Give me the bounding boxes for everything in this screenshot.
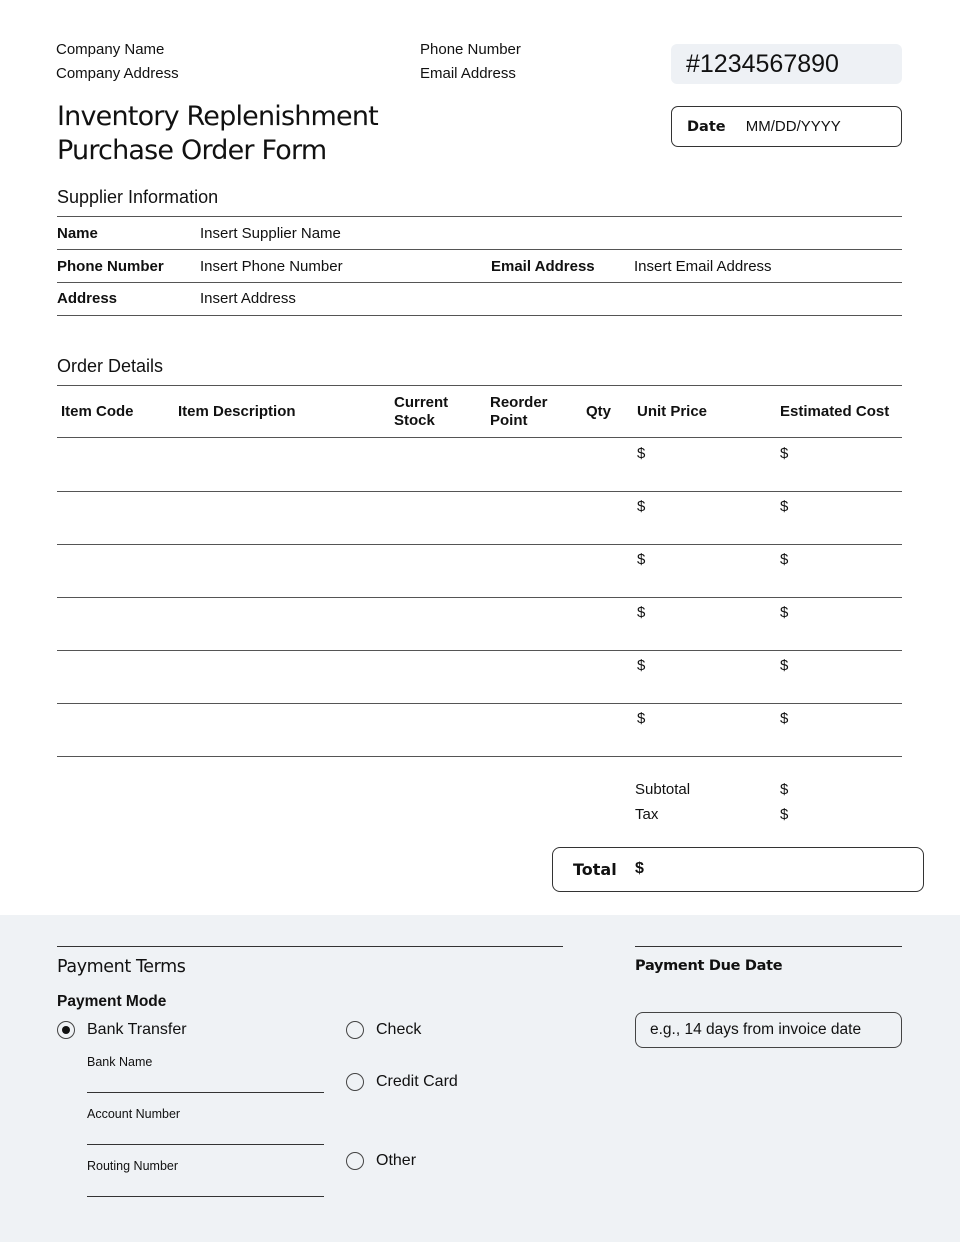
- payment-terms-title: Payment Terms: [57, 957, 186, 977]
- radio-label-bank-transfer[interactable]: Bank Transfer: [87, 1021, 187, 1038]
- divider: [635, 946, 902, 947]
- col-unit-price: Unit Price: [637, 403, 708, 420]
- radio-unchecked-icon[interactable]: [346, 1073, 364, 1091]
- page-title: [57, 100, 378, 168]
- divider: [57, 216, 902, 217]
- supplier-section-title: Supplier Information: [57, 187, 219, 207]
- col-estimated-cost: Estimated Cost: [780, 403, 890, 420]
- supplier-email-field[interactable]: Insert Email Address: [634, 258, 772, 275]
- unit-price-cell[interactable]: $: [637, 498, 646, 515]
- estimated-cost-cell[interactable]: $: [780, 657, 789, 674]
- divider: [57, 650, 902, 651]
- routing-number-input[interactable]: [87, 1196, 324, 1197]
- account-number-input[interactable]: [87, 1144, 324, 1145]
- supplier-email-label: Email Address: [491, 258, 595, 275]
- date-label: Date: [687, 119, 726, 135]
- order-section-title: Order Details: [57, 356, 164, 376]
- company-phone: Phone Number: [420, 41, 521, 58]
- divider: [57, 544, 902, 545]
- company-address: Company Address: [56, 65, 179, 82]
- payment-due-date-input[interactable]: e.g., 14 days from invoice date: [635, 1012, 902, 1048]
- divider: [57, 946, 563, 947]
- bank-name-label: Bank Name: [87, 1055, 153, 1069]
- supplier-name-field[interactable]: Insert Supplier Name: [200, 225, 341, 242]
- date-field[interactable]: [671, 106, 902, 147]
- supplier-address-field[interactable]: Insert Address: [200, 290, 296, 307]
- total-label: Total: [573, 860, 617, 879]
- radio-label-check[interactable]: Check: [376, 1021, 422, 1038]
- col-current-stock-line2: Stock: [394, 412, 435, 429]
- col-reorder-point: [490, 394, 548, 430]
- company-email: Email Address: [420, 65, 516, 82]
- title-line-1: Inventory Replenishment: [57, 101, 378, 132]
- supplier-phone-field[interactable]: Insert Phone Number: [200, 258, 343, 275]
- col-reorder-point-line2: Point: [490, 412, 528, 429]
- divider: [57, 282, 902, 283]
- routing-number-label: Routing Number: [87, 1159, 179, 1173]
- unit-price-cell[interactable]: $: [637, 710, 646, 727]
- payment-due-date-title: Payment Due Date: [635, 958, 783, 974]
- divider: [57, 756, 902, 757]
- total-value[interactable]: $: [635, 860, 644, 877]
- col-current-stock: [394, 394, 448, 430]
- divider: [57, 491, 902, 492]
- unit-price-cell[interactable]: $: [637, 551, 646, 568]
- supplier-phone-label: Phone Number: [57, 258, 164, 275]
- radio-unchecked-icon[interactable]: [346, 1021, 364, 1039]
- radio-label-credit-card[interactable]: Credit Card: [376, 1073, 458, 1090]
- po-number: #1234567890: [671, 44, 902, 84]
- col-qty: Qty: [586, 403, 612, 420]
- estimated-cost-cell[interactable]: $: [780, 445, 789, 462]
- divider: [57, 703, 902, 704]
- unit-price-cell[interactable]: $: [637, 445, 646, 462]
- unit-price-cell[interactable]: $: [637, 604, 646, 621]
- divider: [57, 597, 902, 598]
- col-item-code: Item Code: [61, 403, 134, 420]
- radio-checked-icon[interactable]: [57, 1021, 75, 1039]
- tax-value[interactable]: $: [780, 806, 789, 823]
- account-number-label: Account Number: [87, 1107, 181, 1121]
- subtotal-value[interactable]: $: [780, 781, 789, 798]
- supplier-name-label: Name: [57, 225, 98, 242]
- supplier-address-label: Address: [57, 290, 118, 307]
- col-current-stock-line1: Current: [394, 394, 449, 411]
- divider: [57, 315, 902, 316]
- payment-mode-label: Payment Mode: [57, 993, 167, 1010]
- radio-label-other[interactable]: Other: [376, 1152, 417, 1169]
- estimated-cost-cell[interactable]: $: [780, 604, 789, 621]
- date-value: MM/DD/YYYY: [745, 118, 841, 135]
- divider: [57, 385, 902, 386]
- title-line-2: Purchase Order Form: [57, 135, 327, 166]
- col-item-description: Item Description: [178, 403, 296, 420]
- company-name: Company Name: [56, 41, 165, 58]
- divider: [57, 437, 902, 438]
- subtotal-label: Subtotal: [635, 781, 691, 798]
- estimated-cost-cell[interactable]: $: [780, 551, 789, 568]
- col-reorder-point-line1: Reorder: [490, 394, 548, 411]
- estimated-cost-cell[interactable]: $: [780, 498, 789, 515]
- divider: [57, 249, 902, 250]
- total-box: [552, 847, 924, 892]
- radio-unchecked-icon[interactable]: [346, 1152, 364, 1170]
- tax-label: Tax: [635, 806, 659, 823]
- unit-price-cell[interactable]: $: [637, 657, 646, 674]
- estimated-cost-cell[interactable]: $: [780, 710, 789, 727]
- bank-name-input[interactable]: [87, 1092, 324, 1093]
